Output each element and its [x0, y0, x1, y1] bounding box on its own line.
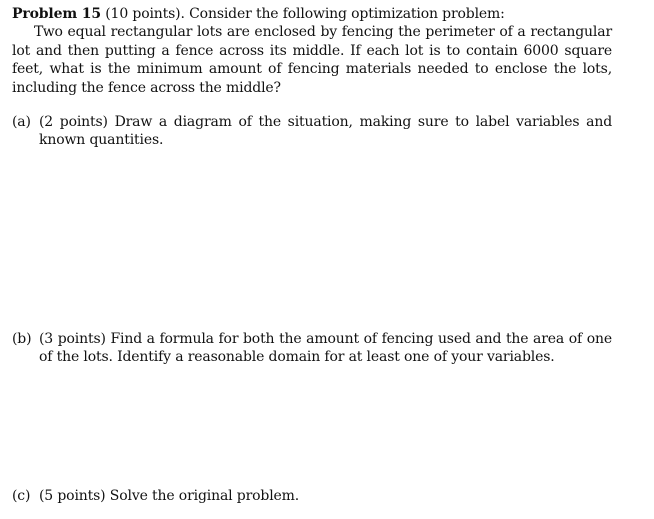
problem-heading: [12, 5, 612, 23]
problem-body: Two equal rectangular lots are enclosed by fencing the perimeter of a rectangular lot and then putting a fence across its middle. If each lot is to contain 6000 square feet, what is the minimum amount of fencing materials needed to enclose the lots, including the fence across the middle?: [12, 24, 612, 96]
problem-points: (10 points).: [105, 6, 185, 22]
part-a-label: (a): [12, 114, 31, 130]
part-c: [12, 487, 612, 505]
problem-statement: [12, 5, 612, 97]
part-c-label: (c): [12, 488, 31, 504]
problem-label: Problem 15: [12, 6, 101, 22]
part-a: [12, 113, 612, 150]
part-b-label: (b): [12, 331, 32, 347]
part-b-text: (3 points) Find a formula for both the amount of fencing used and the area of one of the lots. Identify a reasonable domain for at least one of your variables.: [39, 331, 612, 366]
problem-intro: Consider the following optimization problem:: [189, 6, 505, 22]
part-b: [12, 330, 612, 367]
part-c-text: (5 points) Solve the original problem.: [39, 488, 300, 504]
part-a-text: (2 points) Draw a diagram of the situation, making sure to label variables and known quantities.: [39, 114, 612, 149]
